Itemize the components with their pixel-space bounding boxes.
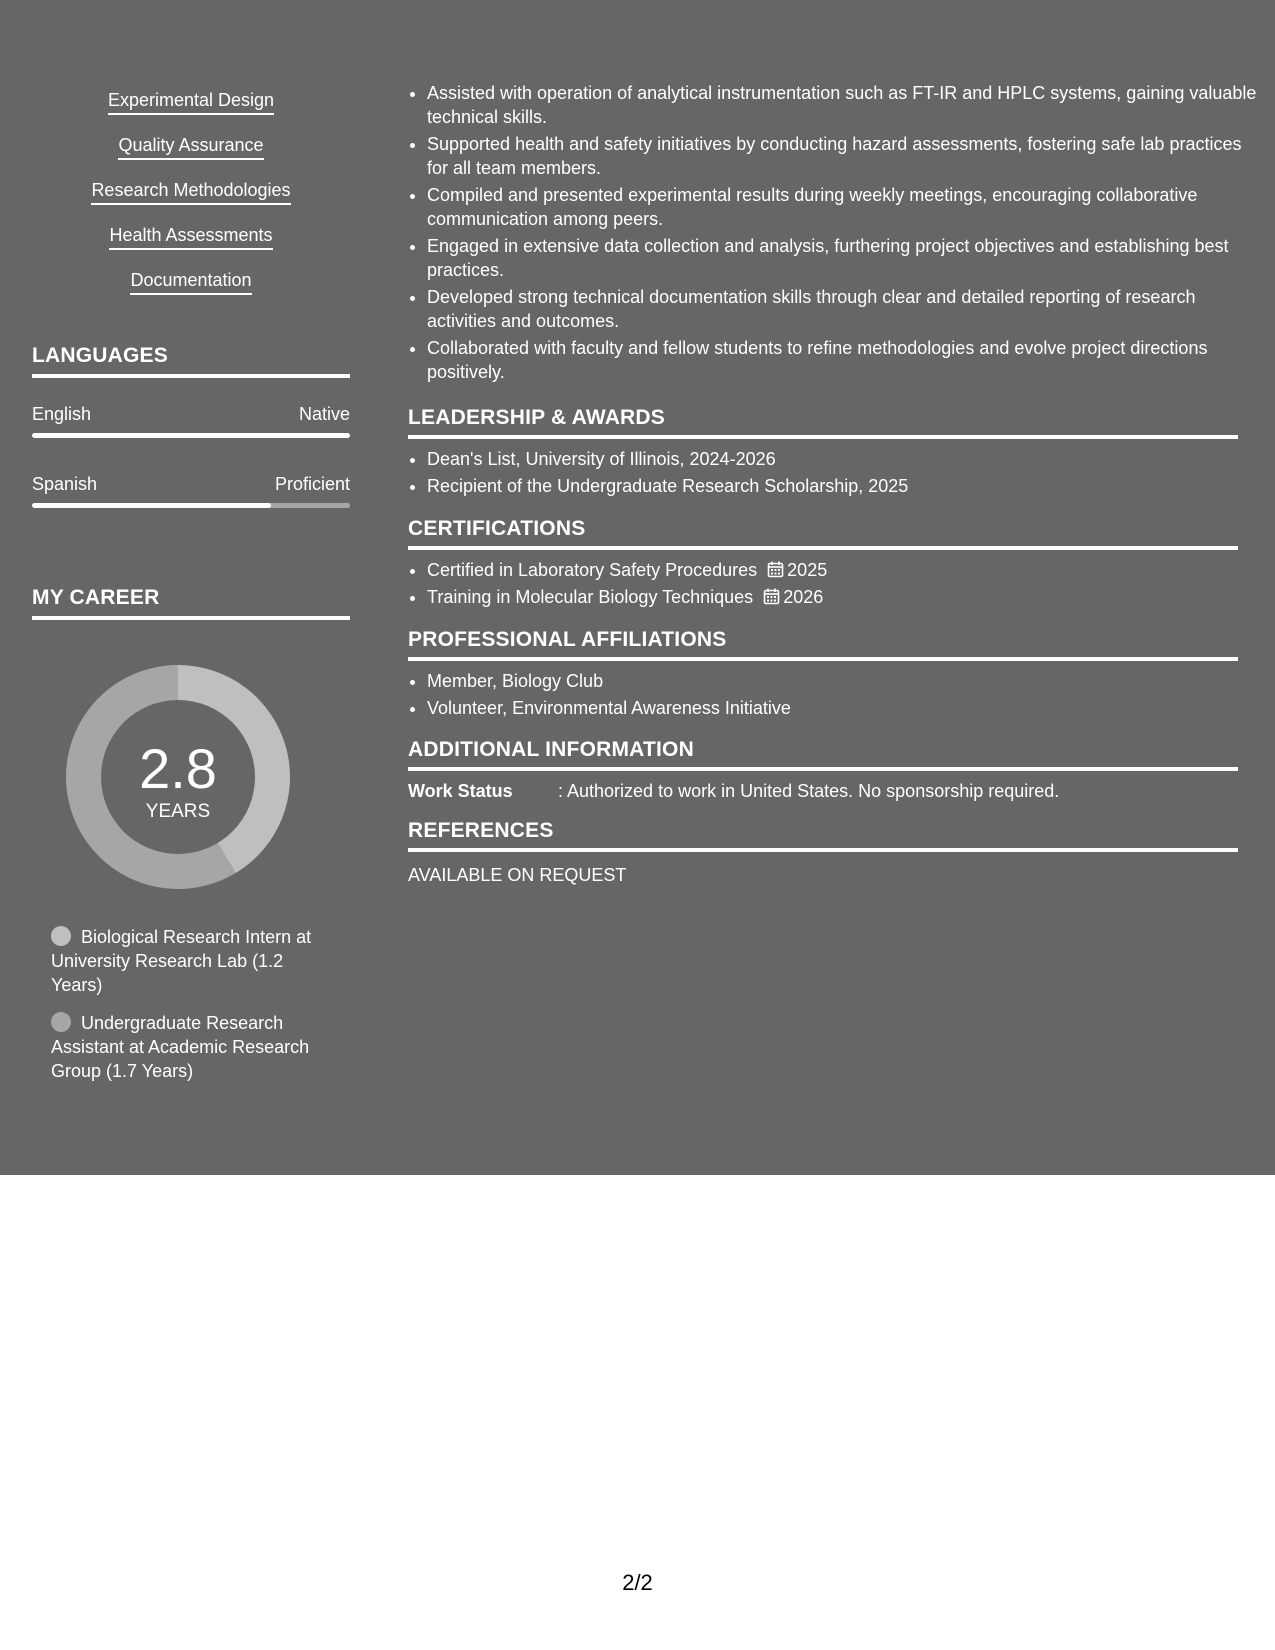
certification-name: Training in Molecular Biology Techniques [427, 587, 754, 607]
certification-year: 2025 [787, 560, 828, 580]
career-heading: MY CAREER [32, 585, 350, 620]
language-bar-english [32, 433, 350, 438]
career-legend-label: Undergraduate Research Assistant at Academic Research Group (1.7 Years) [51, 1013, 310, 1081]
career-legend-label: Biological Research Intern at University Research Lab (1.2 Years) [51, 927, 312, 995]
career-legend-item [51, 1011, 336, 1083]
calendar-icon [767, 561, 784, 578]
references-text: AVAILABLE ON REQUEST [408, 865, 627, 885]
experience-bullet: • Engaged in extensive data collection and analysis, furthering project objectives and establishing best practices. [427, 234, 1257, 282]
career-donut-svg [66, 665, 290, 889]
career-total-unit: YEARS [145, 801, 211, 822]
affiliation-item: • Member, Biology Club [427, 669, 1257, 693]
experience-bullet: • Assisted with operation of analytical instrumentation such as FT-IR and HPLC systems, gaining valuable technical skills. [427, 81, 1257, 129]
skill-tag: Documentation [130, 268, 251, 295]
work-status-value: : Authorized to work in United States. No sponsorship required. [558, 781, 1060, 801]
work-status-row [408, 779, 1238, 803]
skill-tag: Experimental Design [108, 88, 274, 115]
experience-bullet: • Collaborated with faculty and fellow students to refine methodologies and evolve project directions positively. [427, 336, 1257, 384]
language-name: English [32, 404, 92, 424]
certifications-heading: CERTIFICATIONS [408, 516, 1238, 550]
skill-item [32, 223, 350, 268]
language-bar-fill [32, 433, 350, 438]
language-bar-fill [32, 503, 271, 508]
skills-list [32, 88, 350, 313]
legend-dot-icon [51, 1012, 71, 1032]
affiliations-heading: PROFESSIONAL AFFILIATIONS [408, 627, 1238, 661]
skill-item [32, 88, 350, 133]
skill-item [32, 268, 350, 313]
experience-bullet: • Supported health and safety initiatives by conducting hazard assessments, fostering safe lab practices for all team members. [427, 132, 1257, 180]
leadership-item: • Recipient of the Undergraduate Research Scholarship, 2025 [427, 474, 1257, 498]
experience-bullet: • Developed strong technical documentation skills through clear and detailed reporting of research activities and outcomes. [427, 285, 1257, 333]
leadership-heading: LEADERSHIP & AWARDS [408, 405, 1238, 439]
skill-tag: Quality Assurance [118, 133, 263, 160]
leadership-item: • Dean's List, University of Illinois, 2024-2026 [427, 447, 1257, 471]
language-bar-spanish [32, 503, 350, 508]
experience-bullets [408, 81, 1257, 387]
language-name: Spanish [32, 474, 98, 494]
languages-heading: LANGUAGES [32, 343, 350, 378]
language-row-english [32, 403, 350, 425]
leadership-list [408, 447, 1257, 501]
certification-date [763, 587, 823, 607]
language-row-spanish [32, 473, 350, 495]
affiliation-item: • Volunteer, Environmental Awareness Initiative [427, 696, 1257, 720]
experience-bullet: • Compiled and presented experimental results during weekly meetings, encouraging collaborative communication among peers. [427, 183, 1257, 231]
career-donut-chart [66, 665, 290, 889]
certification-item [427, 558, 1257, 582]
affiliations-list [408, 669, 1257, 723]
legend-dot-icon [51, 926, 71, 946]
language-level: Proficient [274, 474, 350, 494]
career-legend-item [51, 925, 336, 997]
career-total-value: 2.8 [139, 737, 217, 800]
references-heading: REFERENCES [408, 818, 1238, 852]
skill-tag: Research Methodologies [91, 178, 290, 205]
certification-year: 2026 [783, 587, 824, 607]
certification-item [427, 585, 1257, 609]
work-status-label: Work Status [408, 781, 513, 801]
additional-info-heading: ADDITIONAL INFORMATION [408, 737, 1238, 771]
certification-name: Certified in Laboratory Safety Procedures [427, 560, 758, 580]
certifications-list [408, 558, 1257, 612]
language-level: Native [298, 404, 350, 424]
calendar-icon [763, 588, 780, 605]
skill-item [32, 178, 350, 223]
skill-tag: Health Assessments [109, 223, 272, 250]
career-legend [51, 925, 336, 1097]
page-number: 2/2 [622, 1570, 653, 1595]
skill-item [32, 133, 350, 178]
certification-date [767, 560, 827, 580]
